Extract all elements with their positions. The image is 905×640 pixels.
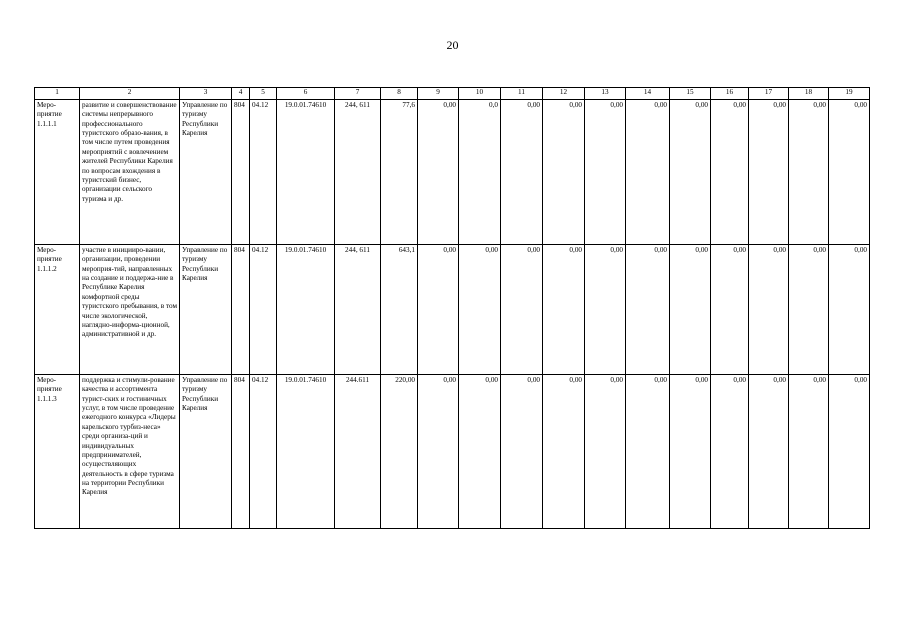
responsible-body: Управление по туризму Республики Карелия [180, 100, 232, 245]
activity-description: поддержка и стимули-рование качества и ассортимента турист-ских и гостиничных услуг, в том числе проведение ежегодного конкурса «Лидеры карельского турбиз-неса» среди организа-ций и индивидуальных предпринимателей, осуществляющих деятельность в сфере туризма на территории Республики Карелия [80, 375, 180, 529]
table-cell: 0,00 [418, 375, 459, 529]
column-header: 18 [789, 88, 829, 100]
table-cell: 0,00 [749, 100, 789, 245]
table-cell: 244, 611 [335, 100, 381, 245]
column-header: 6 [277, 88, 335, 100]
table-cell: 0,00 [626, 375, 670, 529]
table-cell: 0,00 [711, 245, 749, 375]
table-cell: 0,00 [670, 100, 711, 245]
table-cell: 0,00 [585, 245, 626, 375]
table-cell: 0,00 [626, 245, 670, 375]
table-cell: 244.611 [335, 375, 381, 529]
column-header: 2 [80, 88, 180, 100]
column-header: 3 [180, 88, 232, 100]
table-cell: 19.0.01.74610 [277, 245, 335, 375]
column-header: 10 [459, 88, 501, 100]
table-cell: 804 [232, 245, 250, 375]
table-cell: 19.0.01.74610 [277, 375, 335, 529]
table-cell: 0,00 [789, 100, 829, 245]
table-cell: 0,0 [459, 100, 501, 245]
column-header: 7 [335, 88, 381, 100]
column-header: 9 [418, 88, 459, 100]
table-cell: 0,00 [711, 100, 749, 245]
table-cell: 0,00 [711, 375, 749, 529]
budget-table [34, 87, 870, 529]
activity-code: Меро-приятие 1.1.1.3 [35, 375, 80, 529]
table-cell: 0,00 [585, 100, 626, 245]
page-number: 20 [446, 38, 459, 52]
table-cell: 0,00 [501, 245, 543, 375]
column-header: 14 [626, 88, 670, 100]
table-row [35, 245, 870, 375]
column-header: 11 [501, 88, 543, 100]
table-cell: 0,00 [626, 100, 670, 245]
column-header: 5 [250, 88, 277, 100]
column-header: 4 [232, 88, 250, 100]
table-cell: 0,00 [543, 245, 585, 375]
table-cell: 804 [232, 375, 250, 529]
table-cell: 0,00 [418, 100, 459, 245]
table-cell: 0,00 [670, 245, 711, 375]
table-cell: 77,6 [381, 100, 418, 245]
column-header: 17 [749, 88, 789, 100]
header-row [35, 88, 870, 100]
table-cell: 0,00 [789, 375, 829, 529]
table-cell: 0,00 [418, 245, 459, 375]
activity-code: Меро-приятие 1.1.1.2 [35, 245, 80, 375]
table-cell: 0,00 [670, 375, 711, 529]
column-header: 8 [381, 88, 418, 100]
table-cell: 04.12 [250, 375, 277, 529]
table-cell: 0,00 [501, 100, 543, 245]
activity-code: Меро-приятие 1.1.1.1 [35, 100, 80, 245]
table-cell: 0,00 [585, 375, 626, 529]
activity-description: развитие и совершенствование системы непрерывного профессионального туристского образо-вания, в том числе путем проведения мероприятий с вовлечением жителей Республики Карелия по вопросам вхождения в туристский бизнес, организации сельского туризма и др. [80, 100, 180, 245]
table-cell: 0,00 [543, 375, 585, 529]
table-cell: 0,00 [749, 375, 789, 529]
table-cell: 0,00 [749, 245, 789, 375]
table-cell: 04.12 [250, 245, 277, 375]
table-cell: 04.12 [250, 100, 277, 245]
table-cell: 0,00 [789, 245, 829, 375]
activity-description: участие в иницииро-вании, организации, проведении мероприя-тий, направленных на создание и поддержа-ние в Республике Карелия комфортной среды туристского пребывания, в том числе экологической, наглядно-информа-ционной, административной и др. [80, 245, 180, 375]
responsible-body: Управление по туризму Республики Карелия [180, 375, 232, 529]
table-cell: 220,00 [381, 375, 418, 529]
table-cell: 0,00 [459, 245, 501, 375]
table-row [35, 375, 870, 529]
table-cell: 643,1 [381, 245, 418, 375]
table-cell: 0,00 [829, 375, 870, 529]
table-cell: 0,00 [459, 375, 501, 529]
column-header: 12 [543, 88, 585, 100]
column-header: 1 [35, 88, 80, 100]
table-cell: 19.0.01.74610 [277, 100, 335, 245]
table-cell: 0,00 [829, 245, 870, 375]
column-header: 15 [670, 88, 711, 100]
responsible-body: Управление по туризму Республики Карелия [180, 245, 232, 375]
column-header: 16 [711, 88, 749, 100]
table-cell: 0,00 [501, 375, 543, 529]
column-header: 13 [585, 88, 626, 100]
table-cell: 804 [232, 100, 250, 245]
table-cell: 0,00 [829, 100, 870, 245]
column-header: 19 [829, 88, 870, 100]
table-cell: 244, 611 [335, 245, 381, 375]
table-row [35, 100, 870, 245]
table-cell: 0,00 [543, 100, 585, 245]
